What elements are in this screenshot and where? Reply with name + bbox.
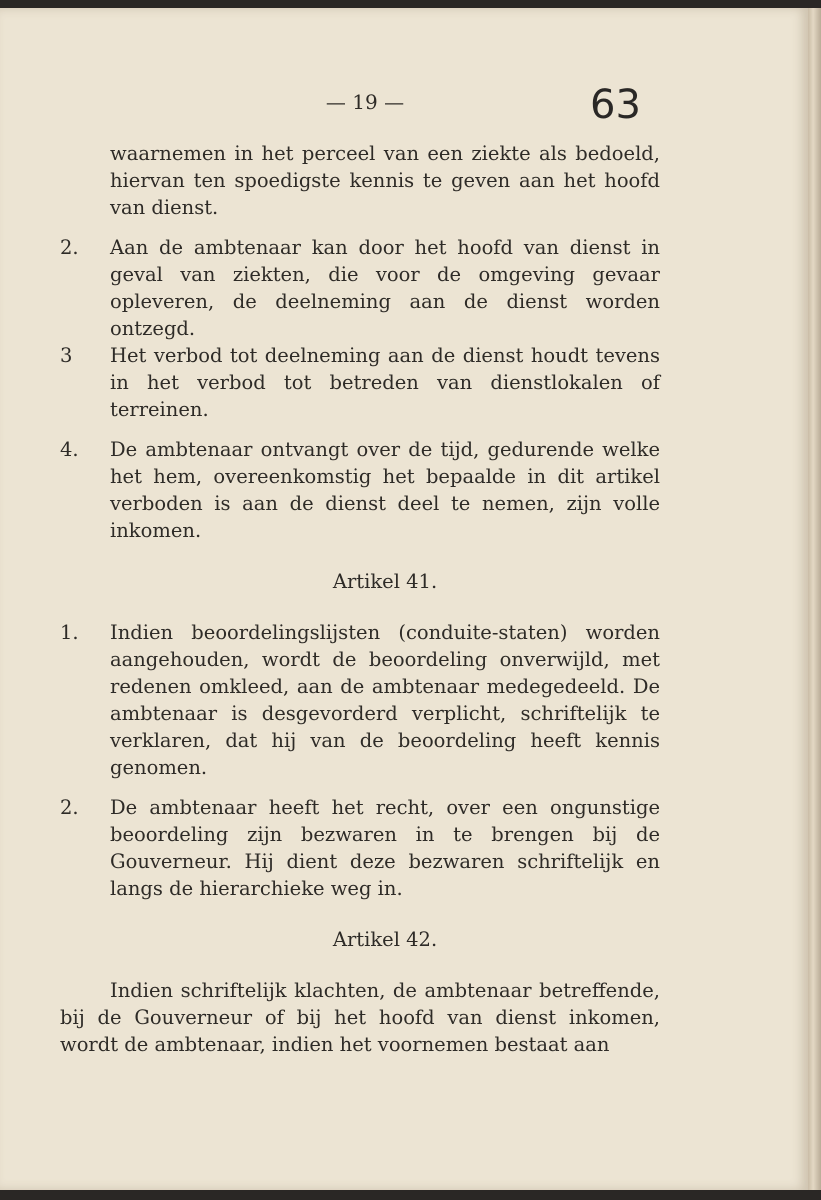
body-text	[60, 140, 660, 1058]
article-42-heading: Artikel 42.	[332, 928, 438, 951]
paragraph-text: Indien beoordelingslijsten (conduite-staten) worden aangehouden, wordt de beoordeling onverwijld, met redenen omkleed, aan de ambtenaar medegedeeld. De ambtenaar is desgevorderd verplicht, schriftelijk te verklaren, dat hij van de beoordeling heeft kennis genomen.	[110, 621, 660, 779]
stamp-number: 63	[590, 82, 641, 128]
paragraph-text: waarnemen in het perceel van een ziekte als bedoeld, hiervan ten spoedigste kennis te geven aan het hoofd van dienst.	[110, 142, 660, 219]
paragraph-text: De ambtenaar heeft het recht, over een ongunstige beoordeling zijn bezwaren in te brengen bij de Gouverneur. Hij dient deze bezwaren schriftelijk en langs de hierarchieke weg in.	[110, 796, 660, 900]
paragraph-number: 1.	[60, 621, 79, 644]
paragraph	[60, 436, 660, 544]
paragraph-number: 2.	[60, 796, 79, 819]
paragraph	[60, 342, 660, 423]
paragraph-number: 3	[60, 344, 73, 367]
article-41-heading: Artikel 41.	[332, 570, 438, 593]
paragraph-number: 4.	[60, 438, 79, 461]
paragraph	[60, 234, 660, 342]
paragraph	[60, 140, 660, 221]
page-edge	[808, 8, 821, 1190]
paragraph-text: Het verbod tot deelneming aan de dienst houdt tevens in het verbod tot betreden van dienstlokalen of terreinen.	[110, 344, 660, 421]
paragraph: Indien schriftelijk klachten, de ambtenaar betreffende, bij de Gouverneur of bij het hoofd van dienst inkomen, wordt de ambtenaar, indien het voornemen bestaat aan	[60, 979, 660, 1056]
paragraph	[60, 794, 660, 902]
paragraph-text: Aan de ambtenaar kan door het hoofd van dienst in geval van ziekten, die voor de omgeving gevaar opleveren, de deelneming aan de dienst worden ontzegd.	[110, 236, 660, 340]
paragraph-text: De ambtenaar ontvangt over de tijd, gedurende welke het hem, overeenkomstig het bepaalde in dit artikel verboden is aan de dienst deel te nemen, zijn volle inkomen.	[110, 438, 660, 542]
page-number: — 19 —	[325, 90, 405, 114]
paragraph	[60, 619, 660, 781]
paragraph-number: 2.	[60, 236, 79, 259]
